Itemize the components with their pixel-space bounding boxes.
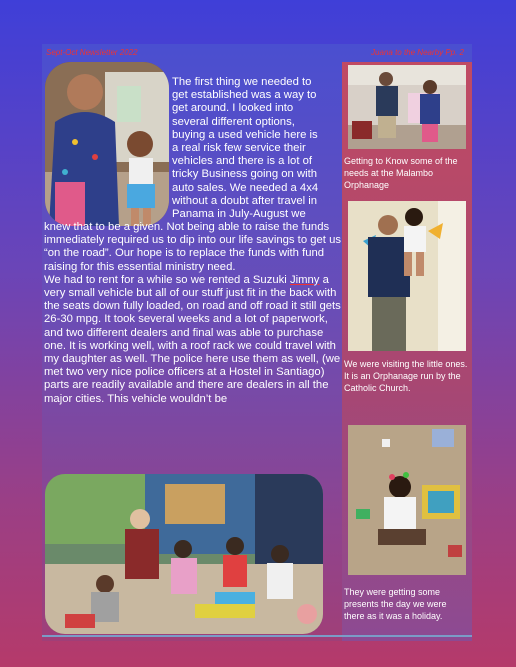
article-line: get around. I looked into <box>172 102 294 115</box>
newsletter-page <box>42 44 472 641</box>
article-p1-full <box>44 221 342 406</box>
article-line: a real risk few service their <box>172 142 306 155</box>
article-p1-right <box>172 76 340 221</box>
article-line: buying a used vehicle here is <box>172 128 318 141</box>
photo-woman-with-child <box>45 62 169 226</box>
photo-man-holding-child <box>348 201 466 351</box>
caption-3: They were getting some presents the day we were there as it was a holiday. <box>344 587 447 621</box>
header-left: Sept-Oct Newsletter 2022 <box>46 48 138 57</box>
footer-rule <box>42 635 472 637</box>
photo-children-mural <box>45 474 323 634</box>
article-paragraph-2: We had to rent for a while so we rented a Suzuki Jimny a very small vehicle but all of our stuff just fit in the back with the seats down fully loaded, on road and off road it still gets 26-30 mpg. It took several weeks and a lot of paperwork, and two different dealers and final was able to purchase one. It is working well, with a roof rack we could travel with my daughter as well. The police here use them as well, (we met two very nice police officers at a Hostel in Santiago) parts are readily available and there are dealers in all the major cities. This vehicle wouldn’t be <box>44 273 341 405</box>
article-line: Panama in July-August we <box>172 208 306 221</box>
article-line: get established was a way to <box>172 89 317 102</box>
article-line: tricky Business going on with <box>172 168 318 181</box>
article-line: The first thing we needed to <box>172 76 312 88</box>
header-right: Juana to the Nearby Pp. 2 <box>371 48 464 57</box>
caption-2: We were visiting the little ones. It is an Orphanage run by the Catholic Church. <box>344 359 468 393</box>
photo-sidebar <box>342 62 472 641</box>
jimny-word: Jimny <box>289 273 320 286</box>
photo-child-with-presents <box>348 425 466 575</box>
article-line: auto sales. We needed a 4x4 <box>172 181 319 194</box>
article-line: several different options, <box>172 115 295 128</box>
article-paragraph-1: knew that to be a given. Not being able to raise the funds immediately required us to dip into our life savings to get us “on the road”. Our hope is to replace the funds with fund raising for this essential ministry need. <box>44 221 342 273</box>
article-line: without a doubt after travel in <box>172 194 318 207</box>
photo-orphanage-visit <box>348 65 466 149</box>
article-line: vehicles and there is a lot of <box>172 155 313 168</box>
caption-1: Getting to Know some of the needs at the Malambo Orphanage <box>344 156 458 190</box>
